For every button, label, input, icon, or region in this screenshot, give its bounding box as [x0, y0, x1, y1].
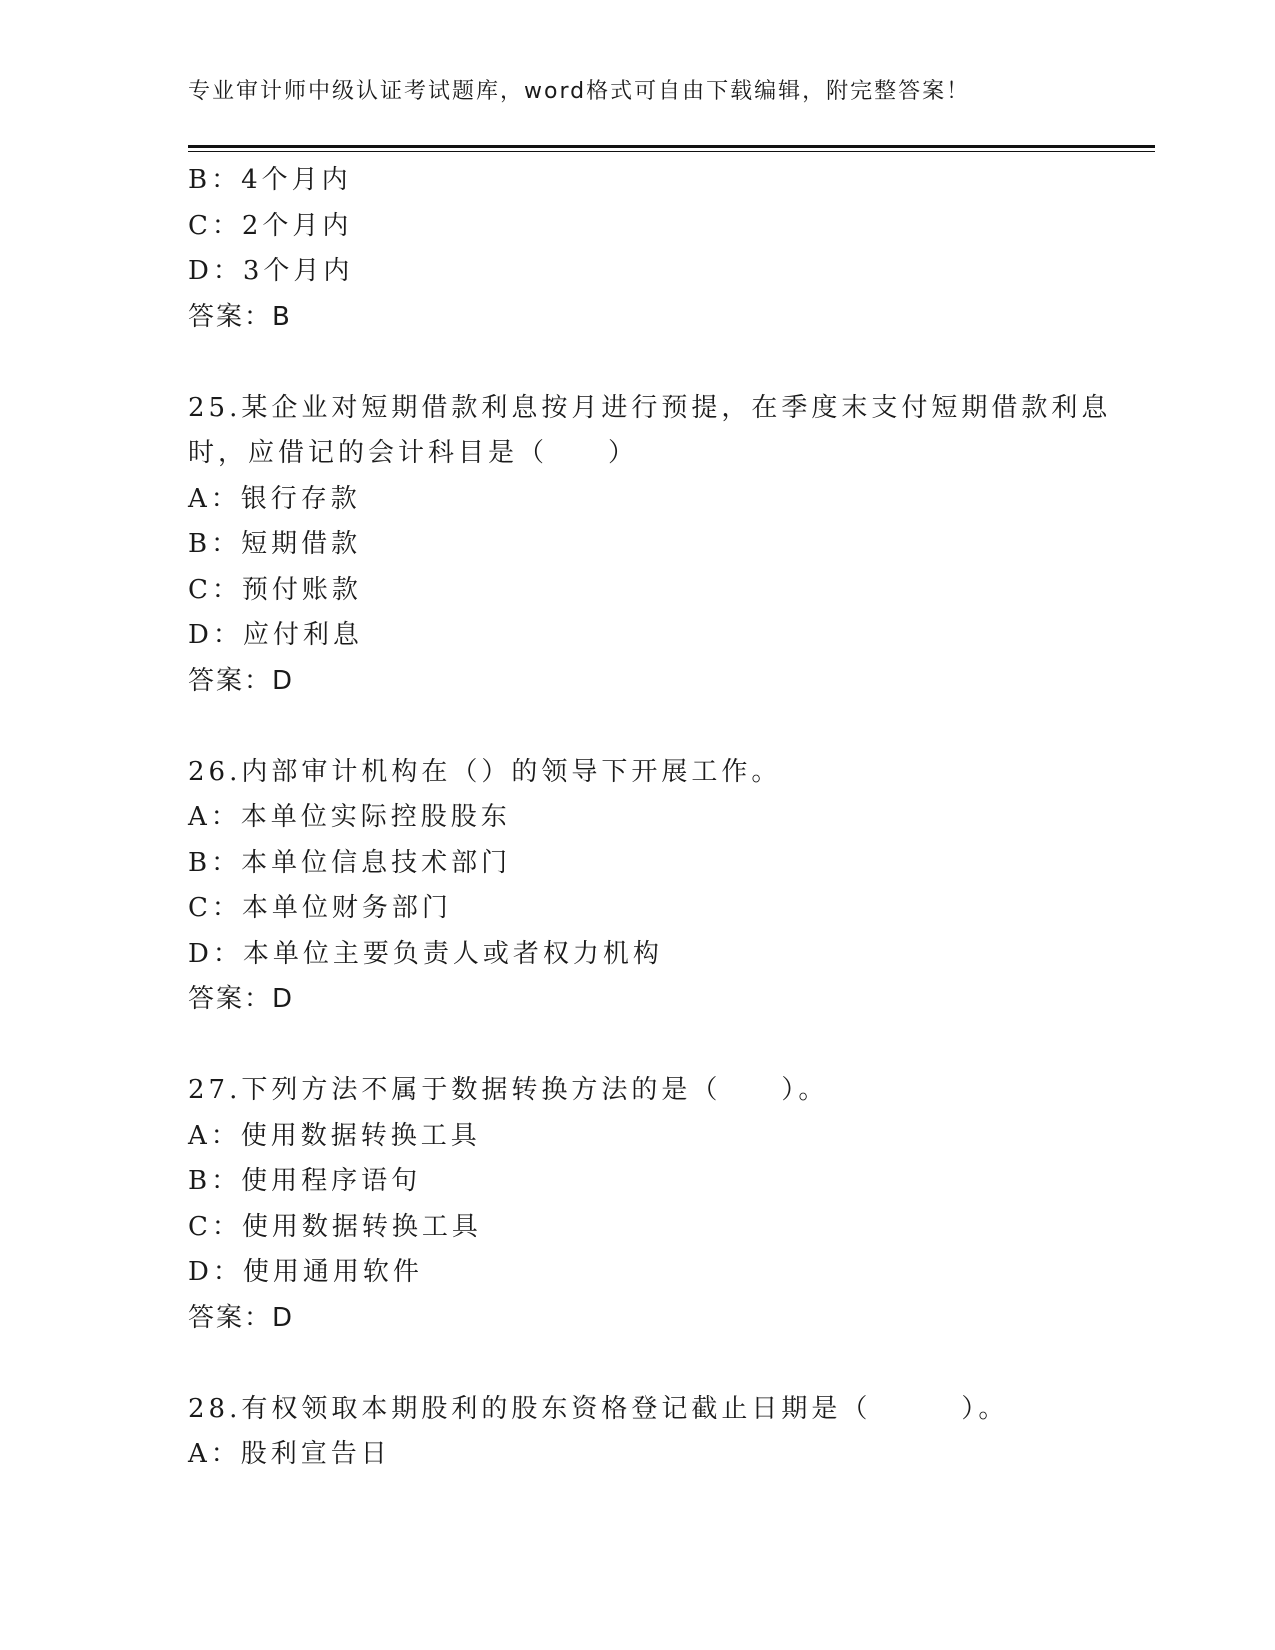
option-a: A：银行存款 [188, 483, 361, 514]
option-b: B：使用程序语句 [188, 1166, 422, 1196]
question-24-tail [188, 158, 1148, 340]
option-d: D：应付利息 [188, 620, 363, 650]
option-a: A：股利宣告日 [188, 1439, 391, 1469]
option-a: A：本单位实际控股股东 [188, 802, 511, 832]
question-stem: 27.下列方法不属于数据转换方法的是（ ）。 [188, 1075, 829, 1105]
option-c: C：使用数据转换工具 [188, 1211, 482, 1242]
header-rule-thick [188, 145, 1155, 148]
option-d: D：本单位主要负责人或者权力机构 [188, 938, 663, 969]
question-list [188, 158, 1148, 1478]
option-b: B：4个月内 [188, 165, 352, 195]
page-header: 专业审计师中级认证考试题库，word格式可自由下载编辑，附完整答案！ [188, 79, 971, 104]
question-stem: 28.有权领取本期股利的股东资格登记截止日期是（ ）。 [188, 1393, 1009, 1424]
question-stem: 26.内部审计机构在（）的领导下开展工作。 [188, 756, 782, 787]
option-d: D：3个月内 [188, 256, 354, 286]
answer: 答案：D [188, 1302, 295, 1333]
option-c: C：2个月内 [188, 210, 353, 241]
spacer [188, 340, 1148, 386]
option-a: A：使用数据转换工具 [188, 1120, 481, 1151]
option-d: D：使用通用软件 [188, 1257, 423, 1287]
answer: 答案：B [188, 301, 292, 332]
spacer [188, 1023, 1148, 1069]
question-stem: 25.某企业对短期借款利息按月进行预提，在季度末支付短期借款利息 [188, 392, 1112, 423]
question-27 [188, 1068, 1148, 1341]
question-stem-cont: 时，应借记的会计科目是（ ） [188, 438, 639, 468]
question-26 [188, 750, 1148, 1023]
spacer [188, 1341, 1148, 1387]
spacer [188, 704, 1148, 750]
option-b: B：短期借款 [188, 529, 362, 559]
option-b: B：本单位信息技术部门 [188, 847, 512, 878]
answer: 答案：D [188, 665, 295, 696]
answer: 答案：D [188, 984, 295, 1014]
question-28 [188, 1387, 1148, 1478]
question-25 [188, 386, 1148, 705]
option-c: C：本单位财务部门 [188, 893, 452, 923]
option-c: C：预付账款 [188, 574, 362, 605]
header-rule-thin [188, 151, 1155, 152]
